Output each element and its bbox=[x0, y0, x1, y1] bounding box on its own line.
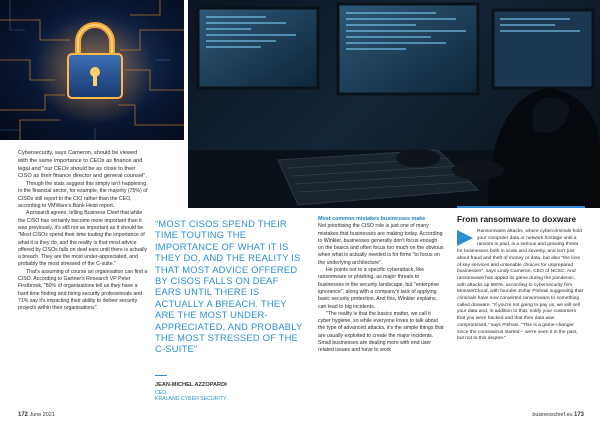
paragraph: Not prioritising the CISO role is just one of many mistakes that businesses are making today. According to Winkler, businesses generally don't focus enough on the basics and often focus too much on the obvious when what is actually needed is for firms "to focus on the underlying architecture". bbox=[318, 223, 444, 266]
article-column-1 bbox=[18, 150, 148, 313]
author-name: JEAN-MICHEL AZZOPARDI bbox=[155, 382, 227, 388]
author-organisation: KRALAND CYBER SECURITY bbox=[155, 396, 227, 402]
quote-attribution bbox=[155, 375, 305, 402]
pull-quote: “MOST CISOS SPEND THEIR TIME TOUTING THE IMPORTANCE OF WHAT IT IS THEY DO, AND THE REALITY IS THAT MOST ADVICE OFFERED BY CISOS FALLS ON DEAF EARS UNTIL THERE IS ACTUALLY A BREACH. THEY ARE THE MOST UNDER-APPRECIATED, AND PROBABLY THE MOST STRESSED OF THE C-SUITE” bbox=[155, 218, 303, 355]
author-role: CEO bbox=[155, 390, 167, 396]
footer-right bbox=[532, 412, 584, 418]
article-column-3 bbox=[318, 216, 444, 355]
issue-date: June 2021 bbox=[29, 412, 55, 418]
page-number-left: 172 bbox=[18, 412, 29, 418]
padlock-illustration bbox=[0, 0, 184, 140]
hacker-illustration bbox=[188, 0, 600, 208]
section-subheading: Most common mistakes businesses make bbox=[318, 216, 426, 222]
paragraph: Azzopardi agrees, telling Business Chief that while the CISO has certainly become more important than it was previously, it's still not as important as it should be. "Most CISOs spend their time touting the importance of what it is they do, and the reality is that most advice offered by CISOs falls on deaf ears until there is actually a breach. They are the most under-appreciated, and probably the most stressed of the C-suite." bbox=[18, 210, 148, 268]
sidebar-title: From ransomware to doxware bbox=[457, 214, 577, 224]
site-name: businesschief.eu bbox=[532, 412, 573, 418]
sidebar-dropcap-icon bbox=[457, 230, 473, 246]
hacker-photo bbox=[188, 0, 600, 208]
sidebar-rule bbox=[457, 206, 585, 208]
paragraph: Though the stats suggest this simply isn't happening. In the financial sector, for example, the majority (75%) of CISOs still report to the CIO rather than the CEO, according to VMWare's Bank Heist report. bbox=[18, 181, 148, 210]
sidebar-body bbox=[457, 229, 585, 343]
sidebar-text: Ransomware attacks, where cybercriminals hold your computer data or network hostage until a ransom is paid, is a serious and growing threat for businesses both in scale and severity, and isn't just about fraud and theft of money or data, but also "the loss of key services and untenable choices for unprepared businesses", says Lindy Cameron, CEO of NCSC. And ransomware has upped its game during the pandemic, with attacks up 800%, according to cybersecurity firm MonsterCloud, with founder Zohar Pinhasi suggesting that criminals have now converted ransomware to something called doxware. "If you're not going to pay us, we will sell your data and, in addition to that, notify your customers that you were hacked and that their data was compromised," says Pinhasi. "This is a game-changer since the coronavirus started – we're seen it in the past, but not to this degree." bbox=[457, 229, 583, 342]
paragraph: He points not to a specific cyberattack, like ransomware or phishing, as major threats to businesses in the security landscape, but "enterprise ignorance", along with a company's lack of applying basic security protection. And this, Winkler explains, can lead to big incidents. bbox=[318, 267, 439, 310]
page-number-right: 173 bbox=[573, 412, 584, 418]
attribution-rule bbox=[155, 375, 167, 376]
sidebar-box bbox=[457, 206, 585, 343]
padlock-image bbox=[0, 0, 184, 140]
footer-left bbox=[18, 412, 55, 418]
paragraph: That's assuming of course an organisation can find a CISO. According to Gartner's Research VP Peter Firstbrook, "80% of organisations tell us they have a hard time finding and hiring security professionals and 71% say it's impacting their ability to deliver security projects within their organisations". bbox=[18, 268, 148, 312]
paragraph: Cybersecurity, says Cameron, should be viewed with the same importance to CEOs as finance and legal and "our CEOs should be as close to their CISO as their finance director and general counsel". bbox=[18, 150, 147, 180]
paragraph: "The reality is that the basics matter, we call it cyber hygiene, so while everyone loves to talk about the type of advanced attacks, it's the simple things that are usually exploited to create the major incidents. Small businesses are dealing more with end user related issues and have to work bbox=[318, 310, 444, 354]
